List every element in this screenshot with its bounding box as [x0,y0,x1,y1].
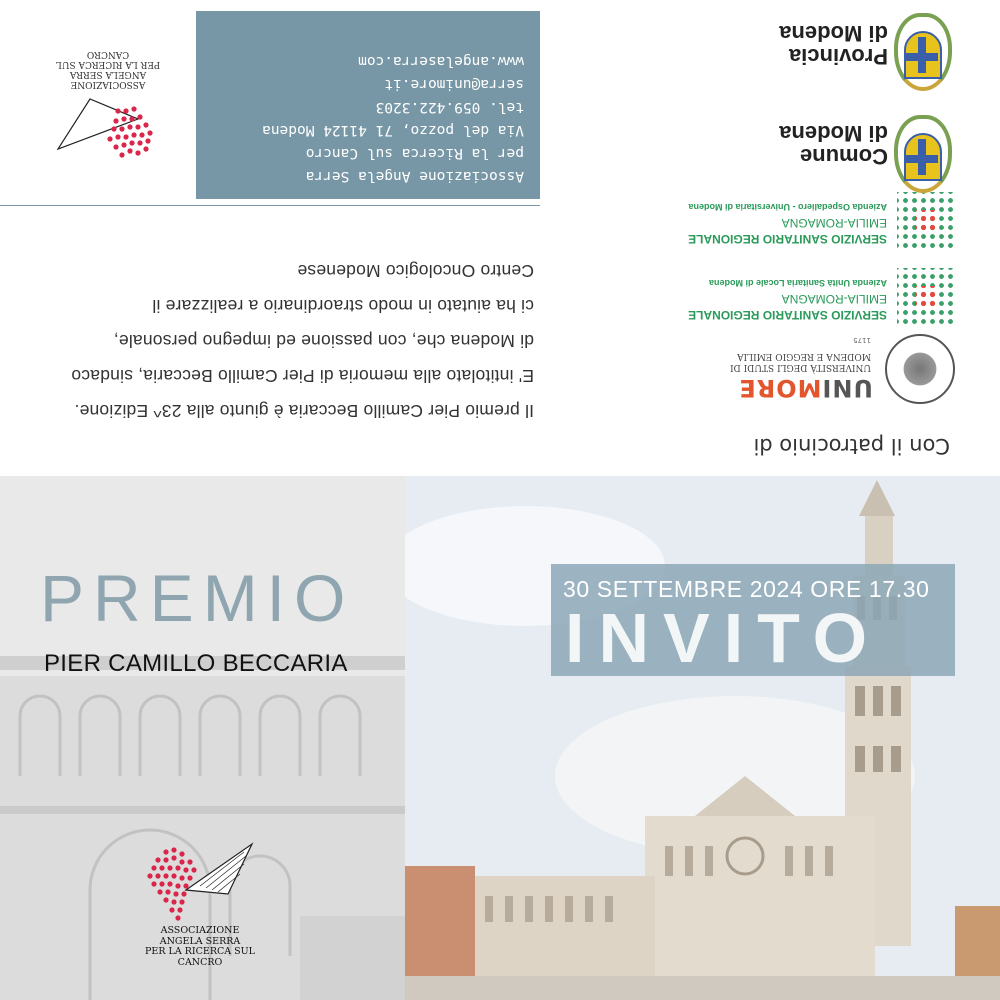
unimore-subtitle [730,350,871,372]
date-banner [551,564,955,676]
comune-label [779,122,888,168]
ssr-aou-line2: EMILIA-ROMAGNA [781,216,887,230]
logo-text-line: PER LA RICERCA SUL [55,59,161,69]
ssr-ausl-logo [615,256,955,326]
description-line: ci ha aiutato in modo straordinario a realizzare il [152,296,534,316]
ssr-dots-icon [897,192,955,250]
ssr-ausl-line1: SERVIZIO SANITARIO REGIONALE [688,308,887,322]
logo-text-line: ANGELA SERRA [159,935,241,947]
ssr-aou-line3: Azienda Ospedaliero - Universitaria di Modena [688,202,887,212]
description-line: di Modena che, con passione ed impegno personale, [113,331,534,351]
premio-title: PREMIO [40,561,355,635]
contact-line: per la Ricerca sul Cancro [305,145,524,161]
card-logo-text [48,49,168,89]
assoc-logo-text [140,926,260,968]
award-name: PIER CAMILLO BECCARIA [44,650,348,677]
unimore-wordmark-more: MORE [738,374,822,402]
inner-panel [0,0,1000,476]
cover-right [405,476,1000,1000]
unimore-seal-icon [885,334,955,404]
contact-line: serra@unimore.it [384,76,524,92]
unimore-logo [725,324,955,404]
provincia-label-line: Provincia [788,44,888,69]
comune-crest-icon [894,113,954,193]
unimore-subtitle-line: MODENA E REGGIO EMILIA [737,351,871,361]
contact-line: tel. 059.422.3203 [375,99,524,115]
cover-left [0,476,405,1000]
description-line: Centro Oncologico Modenese [297,261,534,281]
inner-panel-rotated [0,0,1000,476]
provincia-crest-icon [894,11,954,91]
contact-line: Via del pozzo, 71 41124 Modena [262,122,524,138]
comune-label-line: di Modena [779,121,888,146]
contact-card [0,0,540,206]
award-description [14,253,534,428]
angela-serra-logo-icon [48,89,168,169]
provincia-label-line: di Modena [779,21,888,46]
angela-serra-logo [140,838,260,988]
ssr-ausl-line2: EMILIA-ROMAGNA [781,292,887,306]
provincia-label [779,22,888,68]
description-line: Il premio Pier Camillo Beccaria è giunto alla 23^ Edizione. [74,401,534,421]
contact-line: Associazione Angela Serra [305,168,524,184]
comune-label-line: Comune [800,144,888,169]
logo-text-line: ASSOCIAZIONE [70,79,146,89]
ssr-dots-icon [897,268,955,326]
angela-serra-logo [48,39,168,169]
contact-line: www.angelaserra.com [358,53,524,69]
angela-serra-logo-icon [140,838,260,926]
logo-text-line: CANCRO [86,49,130,59]
logo-text-line: ANGELA SERRA [69,69,147,79]
invito-title: INVITO [565,599,882,677]
patronage-title: Con il patrocinio di [753,434,950,458]
ssr-aou-line1: SERVIZIO SANITARIO REGIONALE [688,232,887,246]
ghirlandina-tower-image [405,476,1000,1000]
logo-text-line: PER LA RICERCA SUL [145,946,255,957]
unimore-wordmark-uni: UNI [821,374,873,402]
event-date: 30 SETTEMBRE 2024 ORE 17.30 [563,576,930,602]
ssr-ausl-line3: Azienda Unità Sanitaria Locale di Modena [708,278,887,288]
logo-text-line: ASSOCIAZIONE [160,925,240,936]
logo-text-line: CANCRO [177,956,223,968]
unimore-subtitle-line: UNIVERSITÀ DEGLI STUDI DI [730,362,871,372]
contact-box [196,11,540,199]
unimore-wordmark [738,374,873,402]
description-line: E' intitolato alla memoria di Pier Camillo Beccaria, sindaco [71,366,534,386]
unimore-year: 1175 [853,336,871,344]
